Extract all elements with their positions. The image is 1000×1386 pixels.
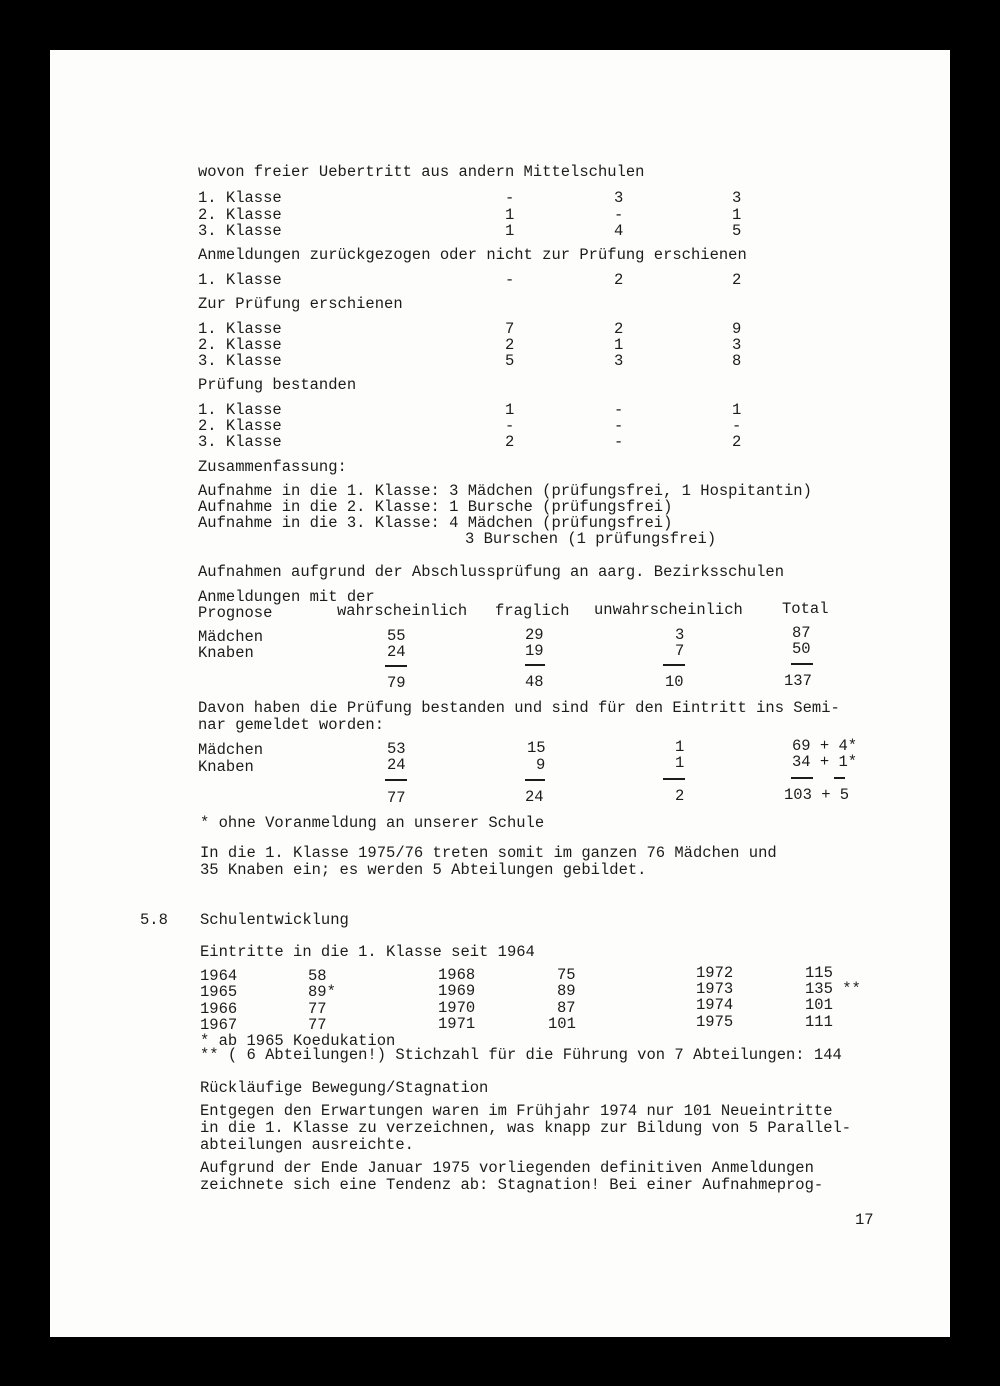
year-label: 1965	[200, 983, 238, 1001]
year-label: 1969	[438, 982, 476, 1000]
passed-text: Davon haben die Prüfung bestanden und sind für den Eintritt ins Semi-	[198, 699, 840, 717]
cell-value: -	[614, 206, 624, 224]
page-number: 17	[855, 1211, 874, 1229]
year-value: 101	[548, 1015, 576, 1033]
row-label: Mädchen	[198, 741, 264, 759]
row-label: 2. Klasse	[198, 206, 282, 224]
paragraph-line: zeichnete sich eine Tendenz ab: Stagnation! Bei einer Aufnahmeprog-	[200, 1176, 824, 1194]
row-label: 3. Klasse	[198, 222, 282, 240]
cell-value: 2	[614, 271, 624, 289]
cell-value: -	[732, 417, 742, 435]
cell-value: 19	[525, 642, 544, 660]
note-koedukation: * ab 1965 Koedukation	[200, 1032, 396, 1050]
footnote: * ohne Voranmeldung an unserer Schule	[200, 814, 545, 832]
year-label: 1971	[438, 1015, 476, 1033]
total-value: 137	[784, 672, 812, 690]
year-value: 87	[557, 999, 576, 1017]
cell-value: 24	[387, 643, 406, 661]
cell-value: 55	[387, 627, 406, 645]
total-value: 48	[525, 673, 544, 691]
row-label: 1. Klasse	[198, 271, 282, 289]
cell-value: -	[614, 433, 624, 451]
cell-value: 3	[614, 189, 624, 207]
row-label: Mädchen	[198, 628, 264, 646]
trend-heading: Rückläufige Bewegung/Stagnation	[200, 1079, 489, 1097]
row-label: 3. Klasse	[198, 352, 282, 370]
document-page	[50, 50, 950, 1337]
summary-line: Aufnahme in die 2. Klasse: 1 Bursche (prüfungsfrei)	[198, 498, 673, 516]
cell-value: 5	[505, 352, 515, 370]
column-header-prognose: Prognose	[198, 604, 273, 622]
total-value: 10	[665, 673, 684, 691]
total-value: 2	[675, 787, 685, 805]
bezirk-heading: Aufnahmen aufgrund der Abschlussprüfung an aarg. Bezirksschulen	[198, 563, 784, 581]
cell-value: 2	[732, 271, 742, 289]
year-value: 89*	[308, 983, 336, 1001]
cell-value: 24	[387, 756, 406, 774]
cell-value: 1	[505, 206, 515, 224]
section-heading-uebertritt: wovon freier Uebertritt aus andern Mittelschulen	[198, 163, 645, 181]
conclusion-text: In die 1. Klasse 1975/76 treten somit im ganzen 76 Mädchen und	[200, 844, 777, 862]
row-label: 1. Klasse	[198, 320, 282, 338]
cell-value: 3	[732, 336, 742, 354]
row-label: 1. Klasse	[198, 189, 282, 207]
cell-value: 3	[732, 189, 742, 207]
year-value: 101	[805, 996, 833, 1014]
section-title: Schulentwicklung	[200, 911, 349, 929]
bezirk-subheading: Anmeldungen mit der	[198, 588, 375, 606]
cell-value: 5	[732, 222, 742, 240]
cell-value: -	[505, 189, 515, 207]
subheading-eintritte: Eintritte in die 1. Klasse seit 1964	[200, 943, 535, 961]
sum-rule	[385, 779, 407, 781]
year-value: 89	[557, 982, 576, 1000]
sum-rule	[791, 663, 813, 665]
year-label: 1968	[438, 966, 476, 984]
paragraph-line: Aufgrund der Ende Januar 1975 vorliegenden definitiven Anmeldungen	[200, 1159, 814, 1177]
section-heading-zurueckgezogen: Anmeldungen zurückgezogen oder nicht zur Prüfung erschienen	[198, 246, 747, 264]
cell-value: 2	[505, 336, 515, 354]
year-label: 1964	[200, 967, 238, 985]
cell-value: 9	[536, 756, 546, 774]
passed-text: nar gemeldet worden:	[198, 716, 385, 734]
cell-value: 1	[732, 206, 742, 224]
row-label: 2. Klasse	[198, 336, 282, 354]
sum-rule	[834, 777, 845, 779]
year-label: 1975	[696, 1013, 734, 1031]
column-header: fraglich	[495, 602, 570, 620]
section-heading-erschienen: Zur Prüfung erschienen	[198, 295, 403, 313]
total-value: 24	[525, 788, 544, 806]
cell-value: 4	[614, 222, 624, 240]
cell-value: 9	[732, 320, 742, 338]
cell-value: -	[614, 417, 624, 435]
sum-rule	[791, 777, 813, 779]
cell-value: 2	[614, 320, 624, 338]
cell-value: 53	[387, 740, 406, 758]
cell-value: 7	[505, 320, 515, 338]
cell-value: 34 + 1*	[792, 753, 858, 771]
column-header: unwahrscheinlich	[594, 601, 743, 619]
year-label: 1974	[696, 996, 734, 1014]
summary-heading: Zusammenfassung:	[198, 458, 347, 476]
summary-line: Aufnahme in die 1. Klasse: 3 Mädchen (prüfungsfrei, 1 Hospitantin)	[198, 482, 812, 500]
row-label: 2. Klasse	[198, 417, 282, 435]
total-value: 79	[387, 674, 406, 692]
year-label: 1972	[696, 964, 734, 982]
total-value: 103 + 5	[784, 786, 850, 804]
paragraph-line: in die 1. Klasse zu verzeichnen, was knapp zur Bildung von 5 Parallel-	[200, 1119, 852, 1137]
year-label: 1970	[438, 999, 476, 1017]
cell-value: -	[505, 417, 515, 435]
year-value: 77	[308, 1016, 327, 1034]
year-label: 1973	[696, 980, 734, 998]
cell-value: 1	[505, 401, 515, 419]
note-abteilungen: ** ( 6 Abteilungen!) Stichzahl für die Führung von 7 Abteilungen: 144	[200, 1046, 842, 1064]
column-header: Total	[782, 600, 829, 618]
row-label: Knaben	[198, 758, 254, 776]
section-number: 5.8	[140, 911, 168, 929]
row-label: 3. Klasse	[198, 433, 282, 451]
cell-value: 1	[732, 401, 742, 419]
year-label: 1967	[200, 1016, 238, 1034]
year-value: 75	[557, 966, 576, 984]
year-value: 115	[805, 964, 833, 982]
cell-value: 2	[732, 433, 742, 451]
cell-value: 29	[525, 626, 544, 644]
cell-value: 7	[675, 642, 685, 660]
summary-line: Aufnahme in die 3. Klasse: 4 Mädchen (prüfungsfrei)	[198, 514, 673, 532]
cell-value: 1	[505, 222, 515, 240]
sum-rule	[525, 664, 545, 666]
cell-value: 15	[527, 739, 546, 757]
year-label: 1966	[200, 1000, 238, 1018]
row-label: 1. Klasse	[198, 401, 282, 419]
cell-value: 2	[505, 433, 515, 451]
cell-value: 8	[732, 352, 742, 370]
row-label: Knaben	[198, 644, 254, 662]
year-value: 77	[308, 1000, 327, 1018]
cell-value: 1	[675, 754, 685, 772]
total-value: 77	[387, 789, 406, 807]
cell-value: 3	[675, 626, 685, 644]
section-heading-bestanden: Prüfung bestanden	[198, 376, 357, 394]
cell-value: 87	[792, 624, 811, 642]
sum-rule	[663, 664, 685, 666]
cell-value: 1	[614, 336, 624, 354]
column-header: wahrscheinlich	[337, 602, 468, 620]
paragraph-line: abteilungen ausreichte.	[200, 1136, 414, 1154]
year-value: 135 **	[805, 980, 861, 998]
cell-value: -	[505, 271, 515, 289]
paragraph-line: Entgegen den Erwartungen waren im Frühjahr 1974 nur 101 Neueintritte	[200, 1102, 833, 1120]
year-value: 58	[308, 967, 327, 985]
sum-rule	[525, 779, 545, 781]
sum-rule	[385, 665, 407, 667]
year-value: 111	[805, 1013, 833, 1031]
sum-rule	[663, 778, 685, 780]
summary-line: 3 Burschen (1 prüfungsfrei)	[465, 530, 717, 548]
cell-value: -	[614, 401, 624, 419]
cell-value: 3	[614, 352, 624, 370]
cell-value: 1	[675, 738, 685, 756]
conclusion-text: 35 Knaben ein; es werden 5 Abteilungen gebildet.	[200, 861, 647, 879]
cell-value: 50	[792, 640, 811, 658]
cell-value: 69 + 4*	[792, 737, 858, 755]
